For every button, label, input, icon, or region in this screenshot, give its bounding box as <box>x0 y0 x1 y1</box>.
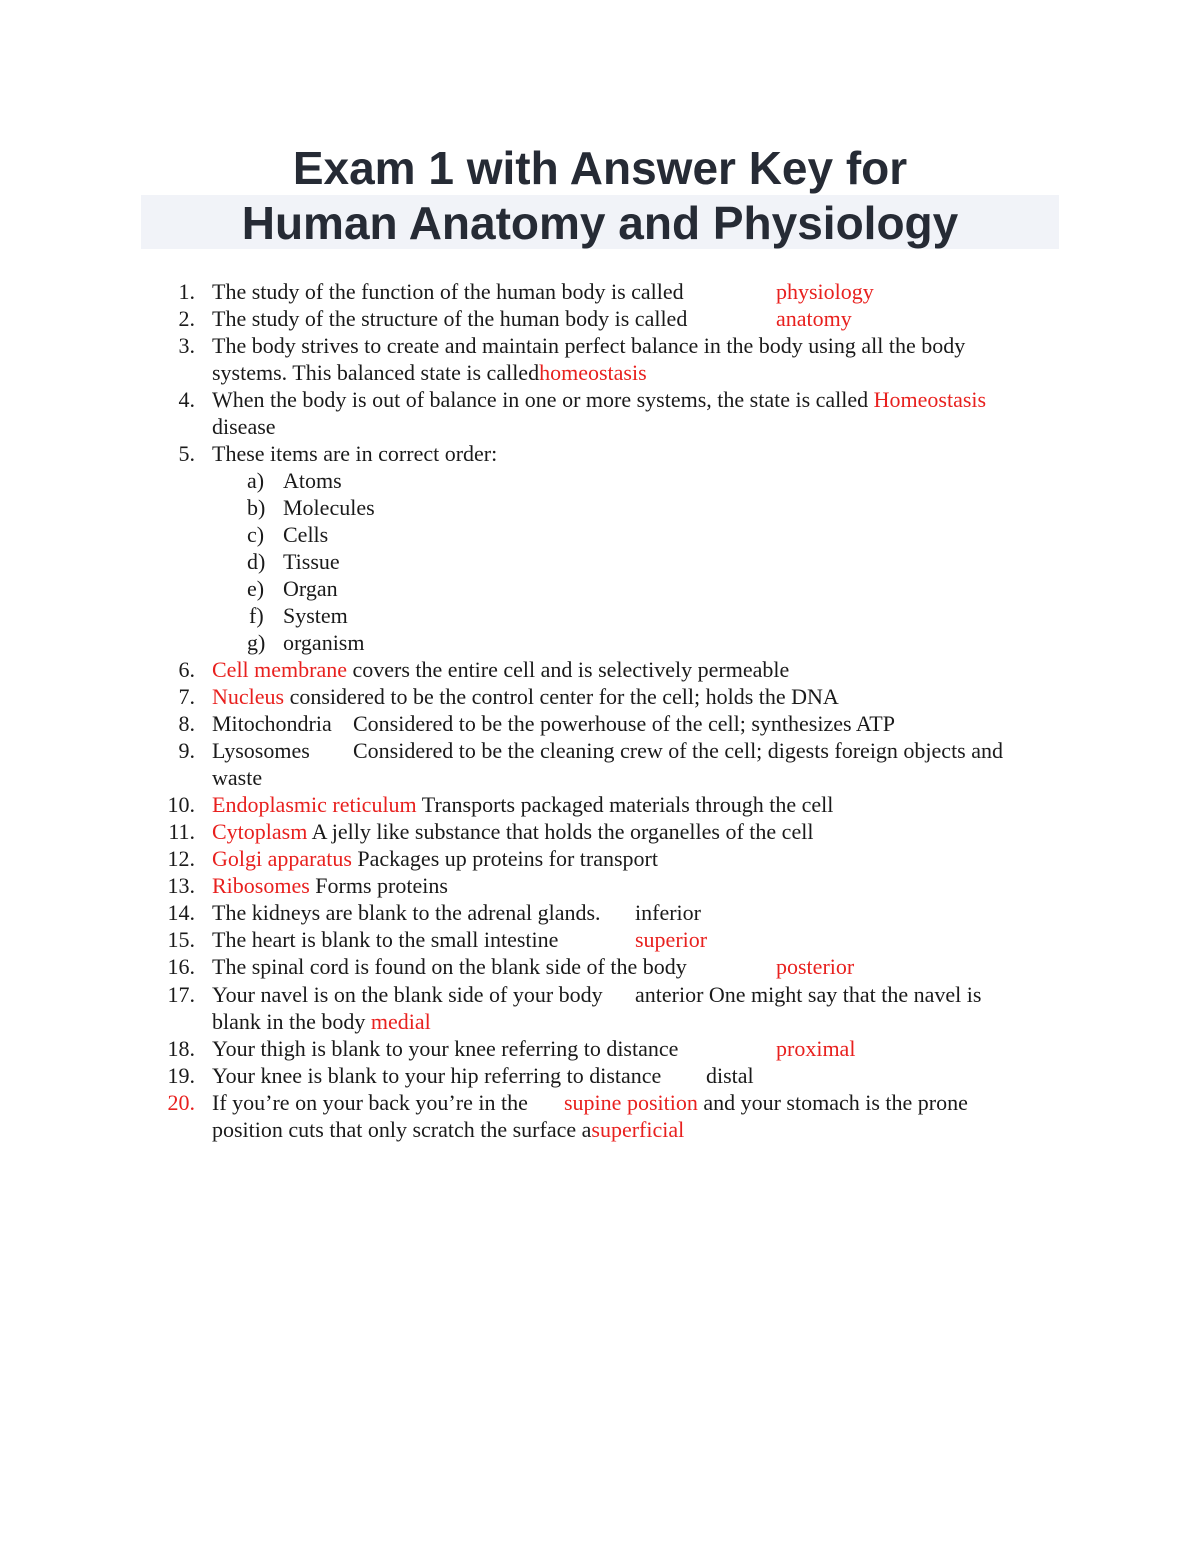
question-number: 19. <box>167 1063 195 1088</box>
question-text: The study of the function of the human body is called <box>212 279 684 304</box>
answer: superior <box>635 927 708 952</box>
question-number: 8. <box>178 711 195 736</box>
question-text: The spinal cord is found on the blank side of the body <box>212 954 687 979</box>
question-text-part: Transports packaged materials through the cell <box>416 792 834 817</box>
answer: anatomy <box>776 306 852 331</box>
item-text: Tissue <box>283 549 340 574</box>
item-label: e) <box>247 576 265 601</box>
item-label: a) <box>247 468 265 493</box>
question-text-continued: waste <box>212 765 263 790</box>
item-label: c) <box>247 522 265 547</box>
question-text: Your thigh is blank to your knee referring to distance <box>212 1036 679 1061</box>
term: anterior <box>635 982 704 1007</box>
title-line-1: Exam 1 with Answer Key for <box>292 142 908 194</box>
term: distal <box>706 1063 754 1088</box>
question-text <box>212 791 833 818</box>
question-number: 10. <box>167 792 195 817</box>
item-text: Cells <box>283 522 329 547</box>
term: Lysosomes <box>212 738 310 763</box>
question-number: 16. <box>167 954 195 979</box>
answer: physiology <box>776 279 874 304</box>
answer: medial <box>370 1009 431 1034</box>
question-text: Your navel is on the blank side of your body <box>212 982 603 1007</box>
question-text: If you’re on your back you’re in the <box>212 1090 528 1115</box>
item-text: organism <box>283 630 365 655</box>
item-text: Molecules <box>283 495 375 520</box>
question-number: 5. <box>178 441 195 466</box>
question-text-part: covers the entire cell and is selectively permeable <box>347 657 790 682</box>
question-number: 7. <box>178 684 195 709</box>
question-number: 20. <box>167 1090 195 1115</box>
question-text-part: blank in the body <box>212 1009 366 1034</box>
question-number: 6. <box>178 657 195 682</box>
item-label: d) <box>247 549 266 574</box>
item-label: f) <box>249 603 264 628</box>
question-text: The study of the structure of the human body is called <box>212 306 688 331</box>
question-text: Considered to be the powerhouse of the cell; synthesizes ATP <box>353 711 895 736</box>
answer: supine position <box>564 1090 698 1115</box>
answer: homeostasis <box>539 360 647 385</box>
question-text-continued <box>212 1008 431 1035</box>
question-number: 9. <box>178 738 195 763</box>
question-number: 11. <box>168 819 195 844</box>
question-number: 3. <box>178 333 195 358</box>
question-text: Considered to be the cleaning crew of the cell; digests foreign objects and <box>353 738 1004 763</box>
question-text: These items are in correct order: <box>212 441 498 466</box>
item-text: Organ <box>283 576 338 601</box>
question-text-part: position cuts that only scratch the surface a <box>212 1117 592 1142</box>
question-number: 1. <box>178 279 195 304</box>
item-text: Atoms <box>283 468 342 493</box>
term: inferior <box>635 900 701 925</box>
answer: Ribosomes <box>212 873 310 898</box>
question-text <box>212 818 813 845</box>
question-text <box>212 656 789 683</box>
question-number: 12. <box>167 846 195 871</box>
question-number: 13. <box>167 873 195 898</box>
question-text-part: considered to be the control center for the cell; holds the DNA <box>284 684 839 709</box>
answer: Homeostasis <box>873 387 987 412</box>
answer: Cell membrane <box>212 657 348 682</box>
answer: posterior <box>776 954 855 979</box>
question-text-part: Packages up proteins for transport <box>351 846 658 871</box>
term: Mitochondria <box>212 711 332 736</box>
question-text-continued: disease <box>212 414 276 439</box>
item-text: System <box>283 603 348 628</box>
question-text: The body strives to create and maintain perfect balance in the body using all the body <box>212 333 966 358</box>
title-line-2: Human Anatomy and Physiology <box>241 197 959 249</box>
question-number: 15. <box>167 927 195 952</box>
question-text: Your knee is blank to your hip referring to distance <box>212 1063 662 1088</box>
item-label: g) <box>247 630 266 655</box>
question-text <box>212 386 986 413</box>
question-number: 17. <box>167 982 195 1007</box>
answer: Endoplasmic reticulum <box>212 792 417 817</box>
question-text-part: When the body is out of balance in one or more systems, the state is called <box>212 387 869 412</box>
item-label: b) <box>247 495 266 520</box>
answer: Cytoplasm <box>212 819 308 844</box>
question-number: 4. <box>178 387 195 412</box>
question-text-part: and your stomach is the prone <box>703 1090 968 1115</box>
question-text-part: A jelly like substance that holds the organelles of the cell <box>307 819 814 844</box>
answer: Nucleus <box>212 684 285 709</box>
question-text <box>212 872 448 899</box>
question-text-tail <box>564 1089 968 1116</box>
question-number: 18. <box>167 1036 195 1061</box>
answer: superficial <box>591 1117 685 1142</box>
question-text-part: systems. This balanced state is called <box>212 360 540 385</box>
answer: Golgi apparatus <box>212 846 352 871</box>
question-text: The kidneys are blank to the adrenal glands. <box>212 900 601 925</box>
question-text <box>212 845 658 872</box>
answer: proximal <box>776 1036 856 1061</box>
question-text-tail <box>635 981 981 1008</box>
question-text: The heart is blank to the small intestine <box>212 927 559 952</box>
question-text <box>212 683 839 710</box>
question-number: 14. <box>167 900 195 925</box>
question-text-part: One might say that the navel is <box>708 982 982 1007</box>
question-text-continued <box>212 1116 684 1143</box>
question-text-continued <box>212 359 647 386</box>
question-number: 2. <box>178 306 195 331</box>
question-text-part: Forms proteins <box>309 873 448 898</box>
